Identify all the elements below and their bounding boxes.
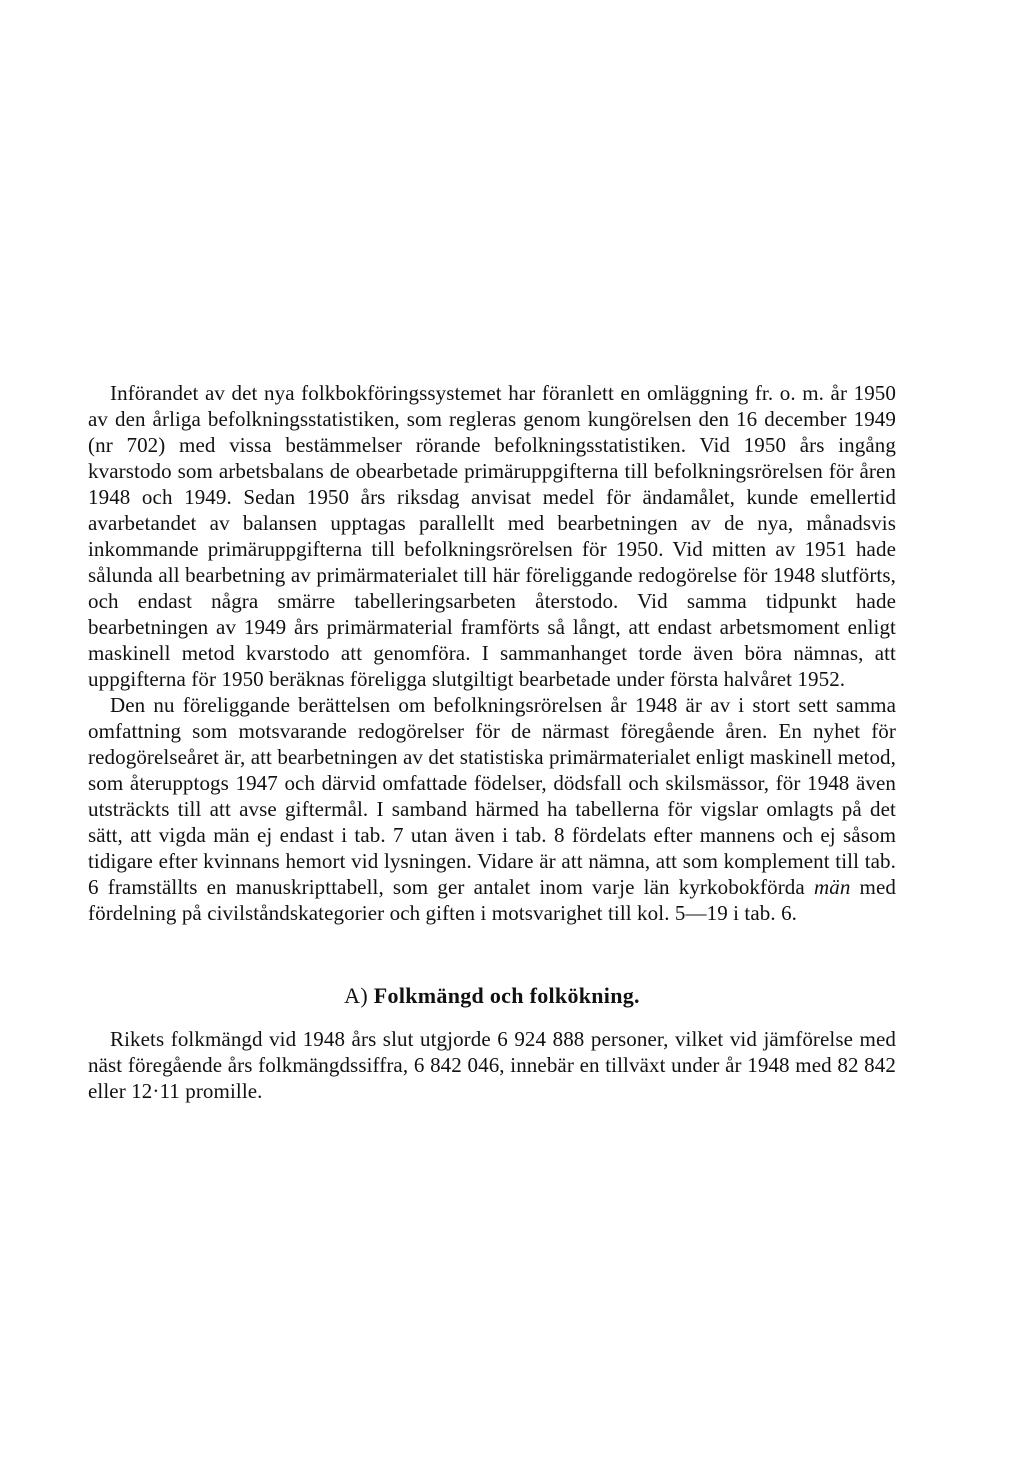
section-letter: A) [344,983,368,1008]
intro-paragraph: Införandet av det nya folkbokföringssystemet har föranlett en omläggning fr. o. m. år 1950 av den årliga befolkningsstatistiken, som regleras genom kungörelsen den 16 december 1949 (nr 702) med vissa bestämmelser rörande befolkningsstatistiken. Vid 1950 års ingång kvarstodo som arbetsbalans de obearbetade primäruppgifterna till befolkningsrörelsen för åren 1948 och 1949. Sedan 1950 års riksdag anvisat medel för ändamålet, kunde emellertid avarbetandet av balansen upptagas parallellt med bearbetningen av de nya, månadsvis inkommande primäruppgifterna till befolkningsrörelsen för 1950. Vid mitten av 1951 hade sålunda all bearbetning av primärmaterialet till här föreliggande redogörelse för 1948 slutförts, och endast några smärre tabelleringsarbeten återstodo. Vid samma tidpunkt hade bearbetningen av 1949 års primärmaterial framförts så långt, att endast arbetsmoment enligt maskinell metod kvarstodo att genomföra. I sammanhanget torde även böra nämnas, att uppgifterna för 1950 beräknas föreligga slutgiltigt bearbetade under första halvåret 1952. [88,381,896,691]
section-heading [88,982,896,1010]
document-page [88,380,896,1104]
italic-word: män [813,875,851,899]
report-scope-paragraph [88,692,896,926]
report-scope-text-end: med fördelning på civilståndskategorier och giften i motsvarighet till kol. 5—19 i tab. 6. [88,875,896,925]
section-title: Folkmängd och folkökning. [373,983,640,1008]
report-scope-text-start: Den nu föreliggande berättelsen om befolkningsrörelsen år 1948 är av i stort sett samma omfattning som motsvarande redogörelser för de närmast föregående åren. En nyhet för redogörelseåret är, att bearbetningen av det statistiska primärmaterialet enligt maskinell metod, som återupptogs 1947 och därvid omfattade födelser, dödsfall och skilsmässor, för 1948 även utsträckts till att avse giftermål. I samband härmed ha tabellerna för vigslar omlagts på det sätt, att vigda män ej endast i tab. 7 utan även i tab. 8 fördelats efter mannens och ej såsom tidigare efter kvinnans hemort vid lysningen. Vidare är att nämna, att som komplement till tab. 6 framställts en manuskripttabell, som ger antalet inom varje län kyrkobokförda [88,693,896,899]
population-paragraph: Rikets folkmängd vid 1948 års slut utgjorde 6 924 888 personer, vilket vid jämförelse med näst föregående års folkmängdssiffra, 6 842 046, innebär en tillväxt under år 1948 med 82 842 eller 12·11 promille. [88,1027,896,1103]
